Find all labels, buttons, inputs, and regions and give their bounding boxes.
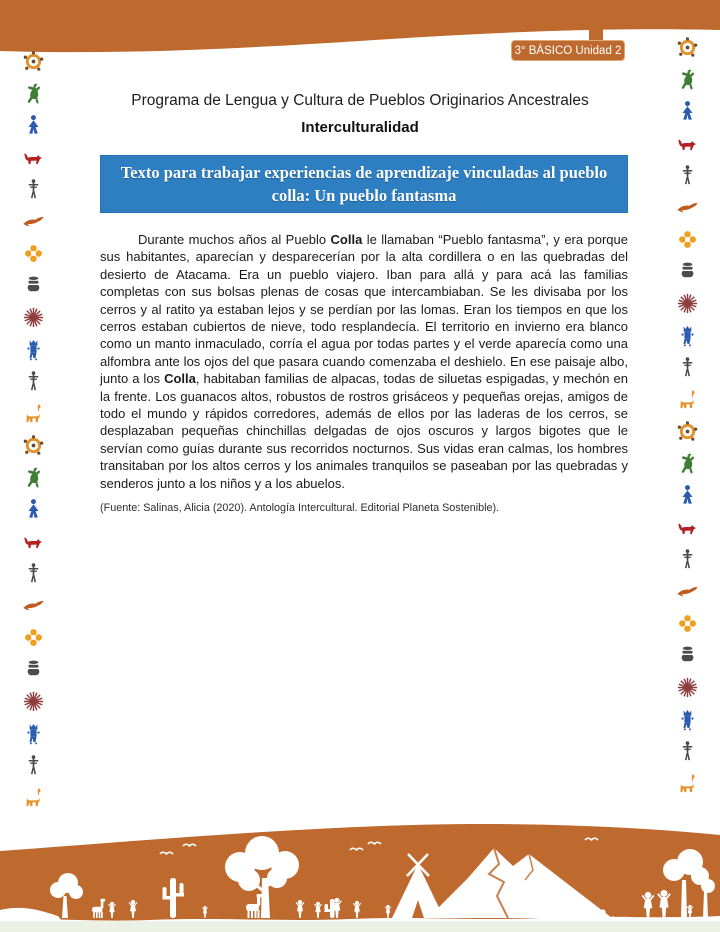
sun-disc-icon — [676, 36, 699, 59]
footer-landscape-decoration — [0, 820, 720, 932]
program-title: Programa de Lengua y Cultura de Pueblos Originarios Ancestrales — [131, 92, 589, 109]
sun-star-icon — [676, 292, 699, 315]
crowned-figure-icon — [676, 708, 699, 731]
sun-disc-icon — [22, 434, 45, 457]
man-figure-icon — [22, 370, 45, 393]
condor-icon — [676, 196, 699, 219]
lizard-figure-icon — [22, 466, 45, 489]
condor-icon — [22, 210, 45, 233]
lizard-figure-icon — [676, 68, 699, 91]
man-figure-icon — [676, 356, 699, 379]
fox-icon — [22, 146, 45, 169]
sun-star-icon — [676, 676, 699, 699]
content-area — [100, 231, 628, 514]
man-figure-icon — [676, 740, 699, 763]
totem-figure-icon — [22, 114, 45, 137]
flower-icon — [676, 228, 699, 251]
man-figure-icon — [22, 562, 45, 585]
crowned-figure-icon — [22, 338, 45, 361]
totem-figure-icon — [22, 498, 45, 521]
fox-icon — [676, 132, 699, 155]
man-figure-icon — [22, 178, 45, 201]
fox-icon — [676, 516, 699, 539]
llama-icon — [676, 388, 699, 411]
llama-icon — [22, 402, 45, 425]
sun-disc-icon — [22, 50, 45, 73]
llama-icon — [676, 772, 699, 795]
flower-icon — [22, 626, 45, 649]
sun-disc-icon — [676, 420, 699, 443]
man-figure-icon — [676, 548, 699, 571]
crowned-figure-icon — [22, 722, 45, 745]
crowned-figure-icon — [676, 324, 699, 347]
totem-figure-icon — [676, 100, 699, 123]
pot-icon — [676, 260, 699, 283]
activity-banner — [100, 155, 628, 213]
footer-bottom-strip — [0, 921, 720, 932]
sun-star-icon — [22, 690, 45, 713]
lizard-figure-icon — [676, 452, 699, 475]
flower-icon — [676, 612, 699, 635]
man-figure-icon — [676, 164, 699, 187]
lizard-figure-icon — [22, 82, 45, 105]
subtitle: Interculturalidad — [301, 119, 419, 136]
totem-figure-icon — [676, 484, 699, 507]
left-icon-column — [21, 50, 45, 809]
pot-icon — [22, 658, 45, 681]
condor-icon — [676, 580, 699, 603]
right-icon-column — [675, 36, 699, 795]
man-figure-icon — [22, 754, 45, 777]
sun-star-icon — [22, 306, 45, 329]
pot-icon — [676, 644, 699, 667]
footer-band — [0, 824, 720, 921]
story-paragraph: Durante muchos años al Pueblo Colla le llamaban “Pueblo fantasma”, y era porque sus habitantes, aparecían y desparecerían por la alta cordillera o en las quebradas del desierto de Atacama. Era un pueblo viajero. Iban para allá y para acá las familias completas con sus bolsas plenas de cosas que intercambiaban. Se les divisaba por los cerros y al ratito ya estaban lejos y se perdían por las lomas. Eran los tiempos en que los cerros estaban cubiertos de nieve, todo resplandecía. El territorio en invierno era blanco como un manto inmaculado, corría el agua por todas partes y el verde aparecía como una alfombra ante los ojos del que pasara cuando comenzaba el deshielo. En ese paisaje albo, junto a los Colla, habitaban familias de alpacas, todas de siluetas espigadas, y mechón en la frente. Los guanacos altos, robustos de rostros grisáceos y pequeñas orejas, amigos de todo el mundo y rápidos corredores, además de ellos por las laderas de los cerros, se desplazaban pequeñas chinchillas delgadas de ojos oscuros y largos bigotes que le servían como guías durante sus recorridos nocturnos. Sus vidas eran calmas, los hombres transitaban por los altos cerros y los animales tranquilos se paseaban por las quebradas y senderos junto a los niños y a los abuelos. — [100, 232, 629, 491]
unit-badge: 3° BÁSICO Unidad 2 — [511, 40, 625, 61]
fox-icon — [22, 530, 45, 553]
flower-icon — [22, 242, 45, 265]
banner-title: Texto para trabajar experiencias de aprendizaje vinculadas al pueblo colla: Un pueblo fantasma — [120, 163, 608, 206]
condor-icon — [22, 594, 45, 617]
source-citation: (Fuente: Salinas, Alicia (2020). Antología Intercultural. Editorial Planeta Sostenible). — [100, 502, 500, 515]
llama-icon — [22, 786, 45, 809]
pot-icon — [22, 274, 45, 297]
